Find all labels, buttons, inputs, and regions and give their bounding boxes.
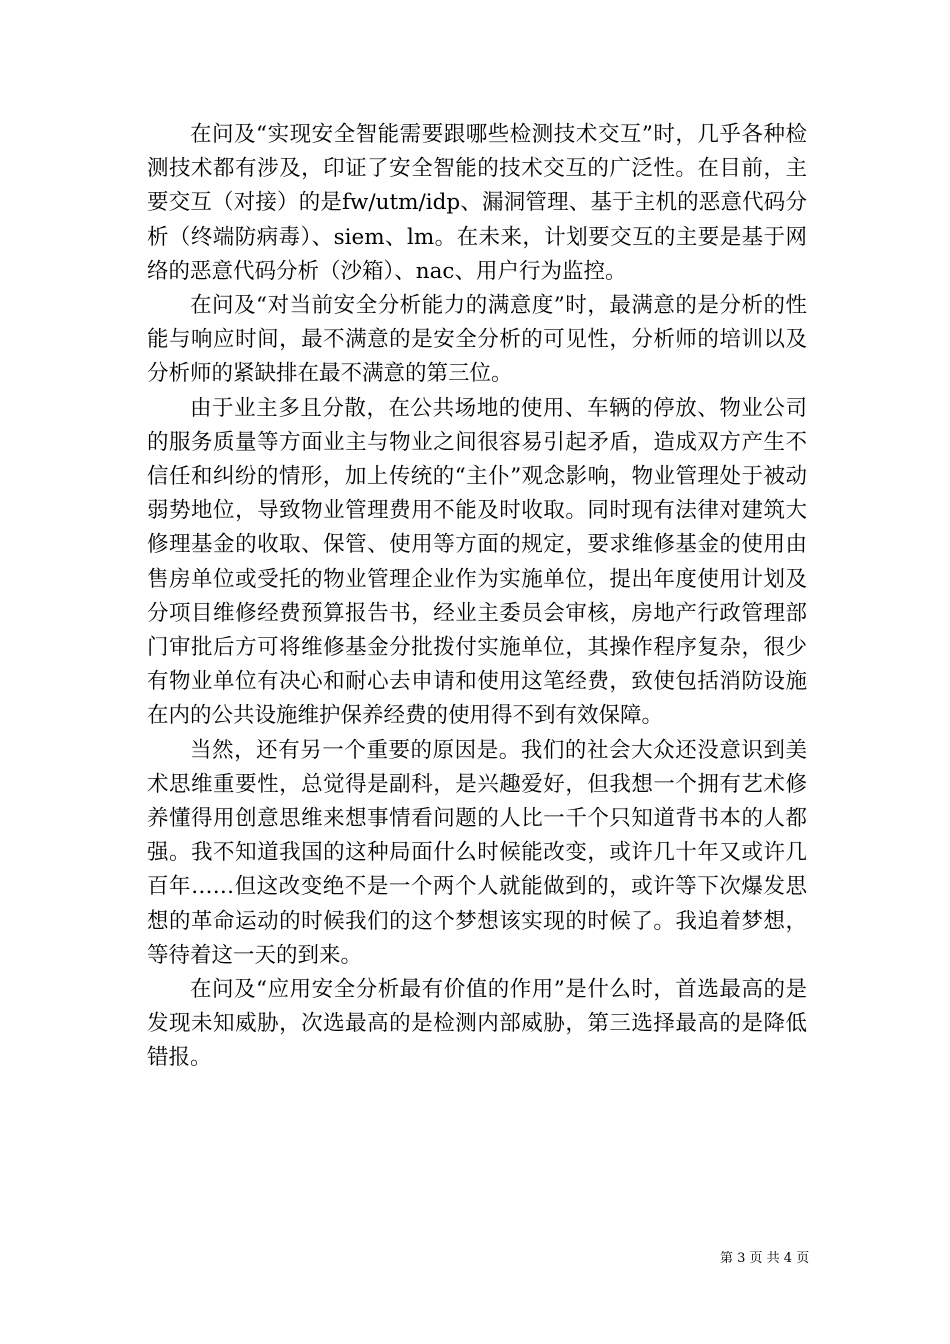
paragraph-3: 由于业主多且分散，在公共场地的使用、车辆的停放、物业公司的服务质量等方面业主与物业之间很容易引起矛盾，造成双方产生不信任和纠纷的情形，加上传统的“主仆”观念影响，物业管理处于被动弱势地位，导致物业管理费用不能及时收取。同时现有法律对建筑大修理基金的收取、保管、使用等方面的规定，要求维修基金的使用由售房单位或受托的物业管理企业作为实施单位，提出年度使用计划及分项目维修经费预算报告书，经业主委员会审核，房地产行政管理部门审批后方可将维修基金分批拨付实施单位，其操作程序复杂，很少有物业单位有决心和耐心去申请和使用这笔经费，致使包括消防设施在内的公共设施维护保养经费的使用得不到有效保障。: [147, 395, 807, 729]
paragraph-1: 在问及“实现安全智能需要跟哪些检测技术交互”时，几乎各种检测技术都有涉及，印证了安全智能的技术交互的广泛性。在目前，主要交互（对接）的是fw/utm/idp、漏洞管理、基于主机的恶意代码分析（终端防病毒）、siem、lm。在未来，计划要交互的主要是基于网络的恶意代码分析（沙箱）、nac、用户行为监控。: [147, 122, 807, 284]
paragraph-5: 在问及“应用安全分析最有价值的作用”是什么时，首选最高的是发现未知威胁，次选最高的是检测内部威胁，第三选择最高的是降低错报。: [147, 977, 807, 1071]
paragraph-2: 在问及“对当前安全分析能力的满意度”时，最满意的是分析的性能与响应时间，最不满意的是安全分析的可见性，分析师的培训以及分析师的紧缺排在最不满意的第三位。: [147, 293, 807, 387]
page-number-footer: 第 3 页 共 4 页: [720, 1251, 810, 1266]
paragraph-4: 当然，还有另一个重要的原因是。我们的社会大众还没意识到美术思维重要性，总觉得是副科，是兴趣爱好，但我想一个拥有艺术修养懂得用创意思维来想事情看问题的人比一千个只知道背书本的人都强。我不知道我国的这种局面什么时候能改变，或许几十年又或许几百年……但这改变绝不是一个两个人就能做到的，或许等下次爆发思想的革命运动的时候我们的这个梦想该实现的时候了。我追着梦想，等待着这一天的到来。: [147, 737, 807, 968]
document-body: [147, 118, 807, 1076]
